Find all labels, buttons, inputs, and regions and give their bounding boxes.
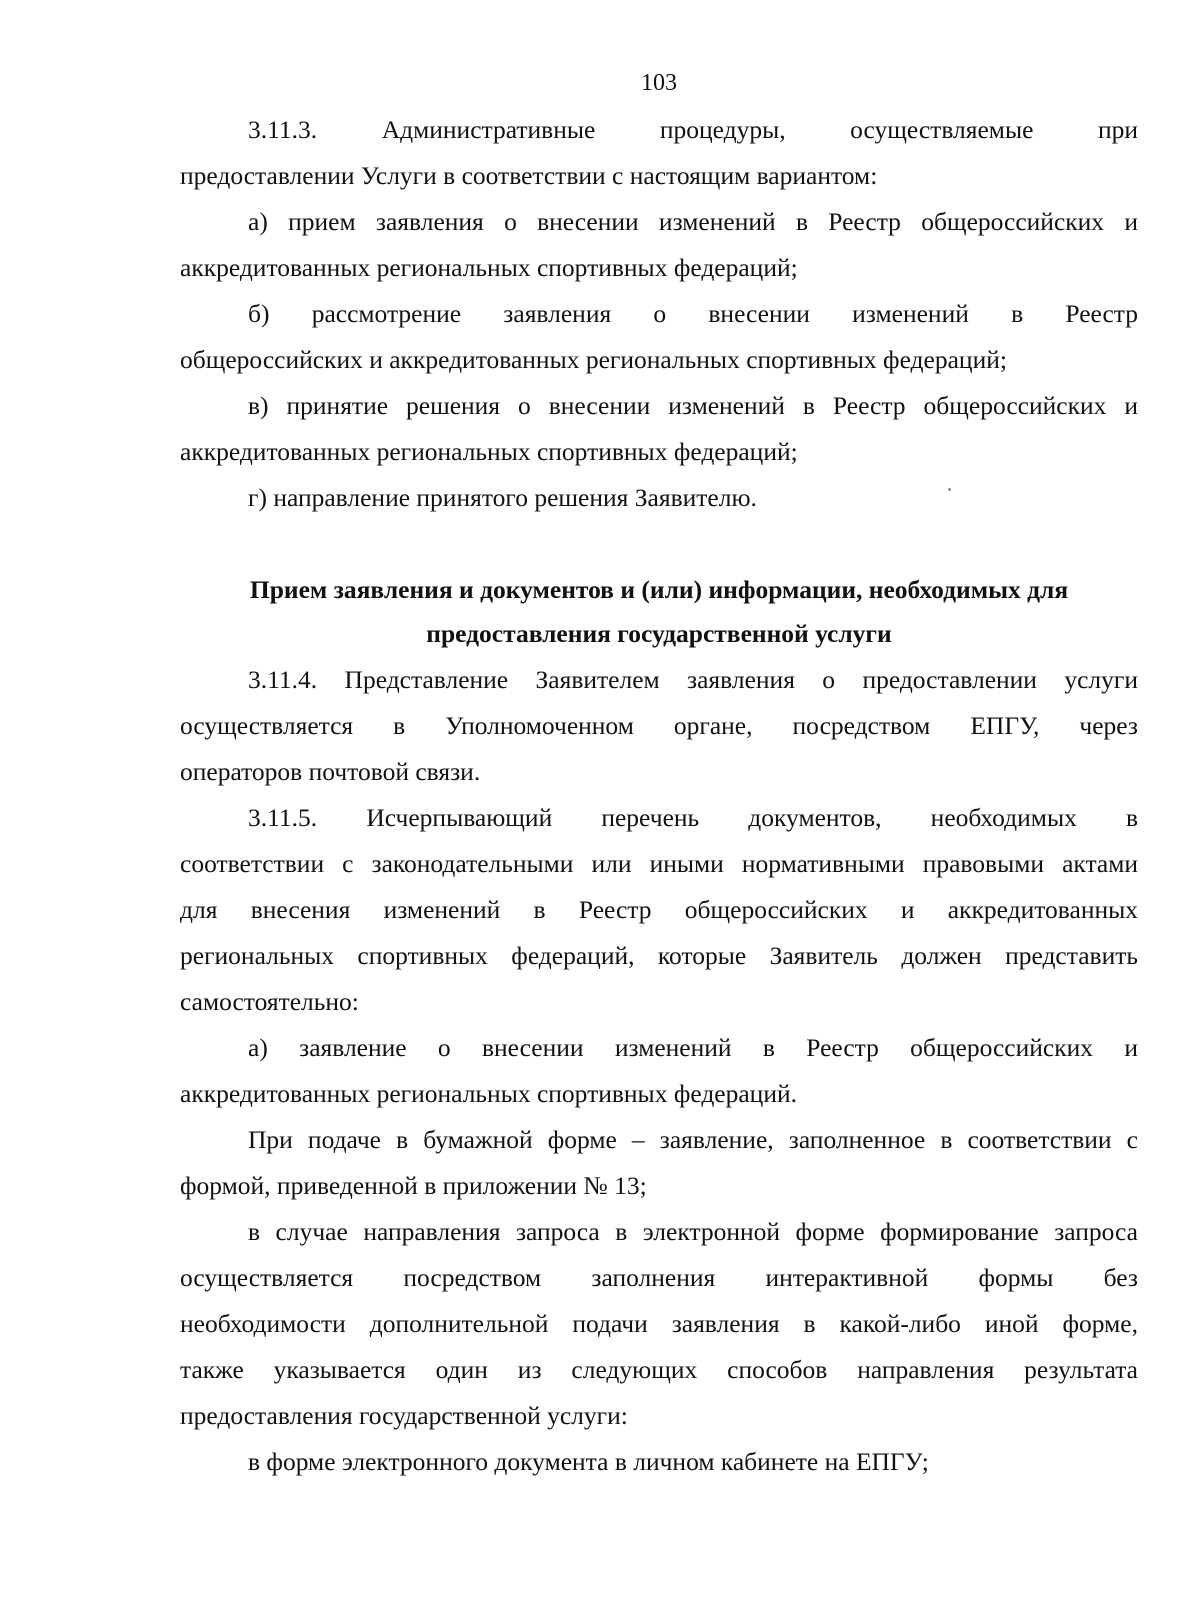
text-line: формой, приведенной в приложении № 13;	[180, 1171, 647, 1200]
text-line: общероссийских и аккредитованных региональных спортивных федераций;	[180, 345, 1007, 374]
scan-speck	[948, 488, 951, 491]
text-line: г) направление принятого решения Заявителю.	[248, 483, 757, 512]
text-line: а) заявление о внесении изменений в Реестр общероссийских и	[248, 1033, 1138, 1062]
text-line: необходимости дополнительной подачи заявления в какой-либо иной форме,	[180, 1309, 1138, 1338]
document-page	[180, 0, 1138, 1615]
text-line: предоставления государственной услуги:	[180, 1401, 628, 1430]
text-line: для внесения изменений в Реестр общероссийских и аккредитованных	[180, 895, 1138, 924]
text-line: осуществляется в Уполномоченном органе, посредством ЕПГУ, через	[180, 711, 1138, 740]
text-line: 3.11.3. Административные процедуры, осуществляемые при	[248, 115, 1138, 144]
text-line: аккредитованных региональных спортивных федераций;	[180, 253, 798, 282]
page-number: 103	[641, 70, 677, 96]
text-line: а) прием заявления о внесении изменений в Реестр общероссийских и	[248, 207, 1138, 236]
text-line: в случае направления запроса в электронной форме формирование запроса	[248, 1217, 1138, 1246]
text-line: в форме электронного документа в личном кабинете на ЕПГУ;	[248, 1447, 929, 1476]
text-line: б) рассмотрение заявления о внесении изменений в Реестр	[248, 299, 1138, 328]
text-line: соответствии с законодательными или иными нормативными правовыми актами	[180, 849, 1138, 878]
text-line: операторов почтовой связи.	[180, 757, 481, 786]
text-line: также указывается один из следующих способов направления результата	[180, 1355, 1138, 1384]
text-line: 3.11.5. Исчерпывающий перечень документов, необходимых в	[248, 803, 1138, 832]
text-line: самостоятельно:	[180, 987, 359, 1016]
text-line: аккредитованных региональных спортивных федераций.	[180, 1079, 797, 1108]
section-heading-line-2: предоставления государственной услуги	[426, 619, 892, 648]
text-line: аккредитованных региональных спортивных федераций;	[180, 437, 798, 466]
section-heading-line-1: Прием заявления и документов и (или) информации, необходимых для	[249, 575, 1069, 604]
text-line: При подаче в бумажной форме – заявление, заполненное в соответствии с	[248, 1125, 1138, 1154]
text-line: 3.11.4. Представление Заявителем заявления о предоставлении услуги	[248, 665, 1138, 694]
text-line: региональных спортивных федераций, которые Заявитель должен представить	[180, 941, 1138, 970]
text-line: в) принятие решения о внесении изменений в Реестр общероссийских и	[248, 391, 1138, 420]
text-line: осуществляется посредством заполнения интерактивной формы без	[180, 1263, 1138, 1292]
text-line: предоставлении Услуги в соответствии с настоящим вариантом:	[180, 161, 878, 190]
